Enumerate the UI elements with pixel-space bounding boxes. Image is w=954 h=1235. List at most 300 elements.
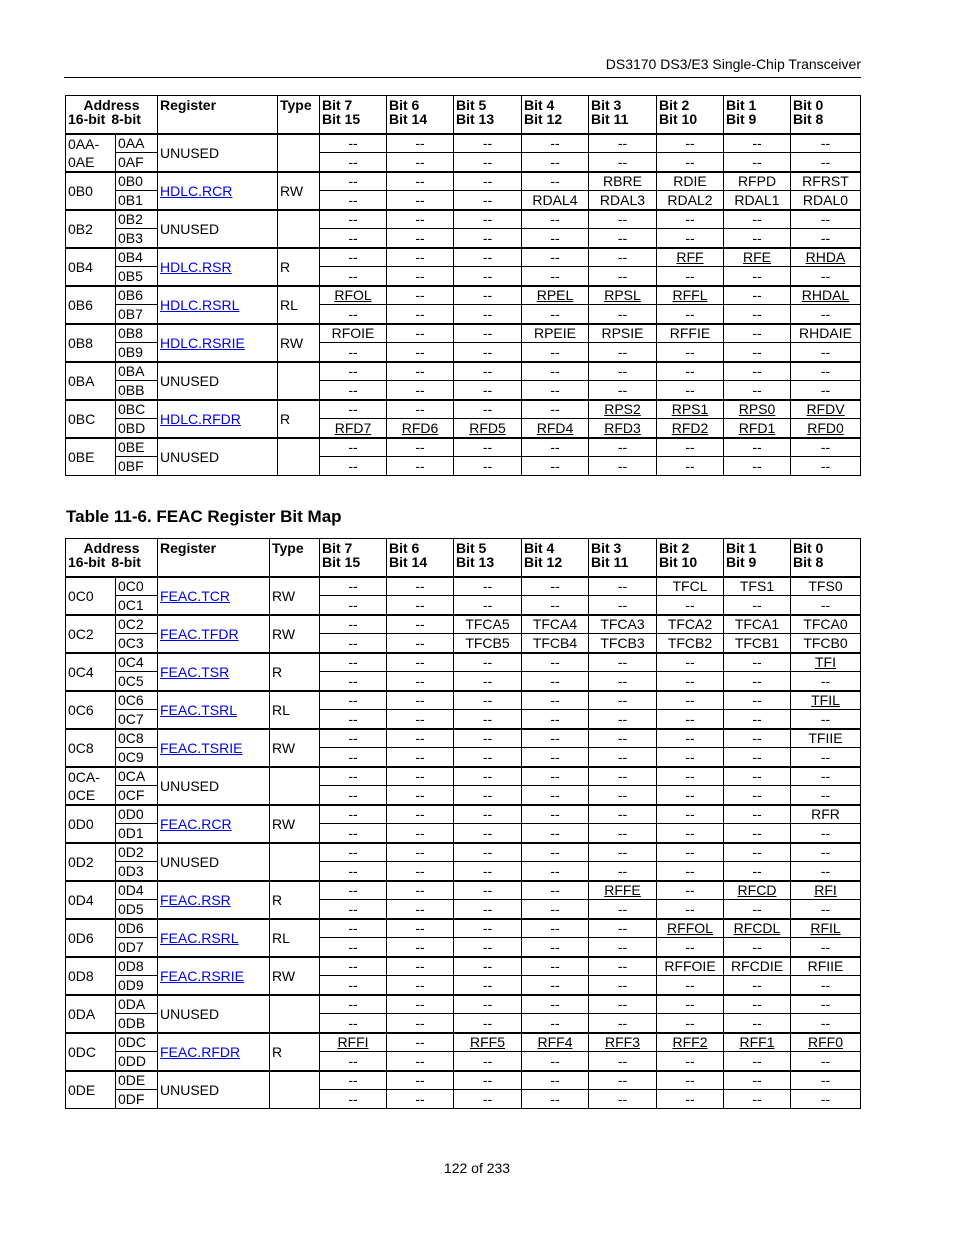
bit-value: -- — [685, 748, 695, 765]
bit-value: -- — [752, 1014, 762, 1031]
bit-cell — [320, 729, 387, 748]
address-8bit: 0D7 — [116, 938, 158, 957]
register-name[interactable] — [158, 615, 270, 653]
bit-cell — [522, 767, 589, 786]
bit-cell — [724, 748, 791, 767]
bit-value: RHDAL — [801, 287, 850, 304]
bit-value: -- — [820, 381, 831, 398]
bit-value: -- — [415, 1072, 425, 1089]
bit-label: Bit 0 — [793, 97, 824, 113]
address-8bit: 0C9 — [116, 748, 158, 767]
bit-label-high: Bit 12 — [524, 554, 563, 570]
address-8bit: 0CF — [116, 786, 158, 805]
bit-value: RFI — [814, 882, 837, 899]
bit-cell — [657, 881, 724, 900]
address-8bit: 0C2 — [116, 615, 158, 634]
address-8bit: 0C5 — [116, 672, 158, 691]
bit-label-high: Bit 15 — [322, 111, 361, 127]
bit-value: RFE — [743, 249, 771, 266]
bit-value: -- — [348, 249, 358, 266]
bit-cell — [387, 1090, 454, 1109]
bit-value: -- — [617, 578, 628, 595]
register-type: R — [270, 881, 320, 919]
bit-value: RHDAIE — [799, 325, 852, 342]
bit-cell — [791, 1071, 861, 1090]
bit-cell — [320, 843, 387, 862]
bit-cell — [791, 995, 861, 1014]
bit-cell — [589, 1014, 657, 1033]
bit-cell — [522, 343, 589, 362]
table-row — [66, 767, 861, 786]
bit-value: RPSL — [604, 287, 641, 304]
register-name: UNUSED — [158, 210, 278, 248]
bit-cell — [454, 381, 522, 400]
bit-cell — [454, 805, 522, 824]
bit-value: -- — [550, 996, 560, 1013]
bit-value: -- — [348, 267, 358, 284]
header-row — [66, 96, 861, 134]
bit-cell — [454, 438, 522, 457]
bit-value: -- — [820, 710, 831, 727]
bit-cell — [657, 286, 724, 305]
bit-value: RFR — [811, 806, 840, 823]
bit-value: TFS0 — [808, 578, 843, 595]
address-16bit: 0C2 — [66, 615, 116, 653]
register-name[interactable] — [158, 919, 270, 957]
bit-cell — [724, 381, 791, 400]
register-name[interactable] — [158, 400, 278, 438]
register-link[interactable]: HDLC.RSR — [160, 258, 232, 275]
bit-value: -- — [617, 996, 628, 1013]
bit-value: -- — [348, 229, 358, 246]
bit-cell — [387, 748, 454, 767]
hdlc-register-bit-map-table — [65, 95, 861, 476]
register-name[interactable] — [158, 286, 278, 324]
bit-cell — [657, 919, 724, 938]
bit-value: RPS0 — [738, 401, 776, 418]
bit-cell — [724, 577, 791, 596]
register-name: UNUSED — [158, 1071, 270, 1109]
bit-value: -- — [685, 844, 695, 861]
bit-value: -- — [617, 654, 628, 671]
bit-cell — [387, 343, 454, 362]
register-link[interactable]: FEAC.RFDR — [160, 1043, 241, 1060]
bit-cell — [589, 748, 657, 767]
bit-cell — [320, 381, 387, 400]
bit-cell — [724, 438, 791, 457]
table-row — [66, 324, 861, 343]
bit-value: -- — [752, 844, 762, 861]
bit-value: -- — [550, 135, 560, 152]
bit-value: -- — [550, 458, 560, 474]
bit-cell — [387, 229, 454, 248]
bit-cell — [657, 691, 724, 710]
bit-label-high: Bit 9 — [726, 111, 757, 127]
bit-value: -- — [685, 229, 695, 246]
register-name[interactable] — [158, 729, 270, 767]
bit-value: -- — [415, 958, 425, 975]
bit-cell — [387, 710, 454, 729]
bit-cell — [454, 786, 522, 805]
table-row — [66, 691, 861, 710]
bit-value: -- — [550, 401, 560, 418]
bit-value: -- — [617, 458, 628, 474]
register-header: Register — [158, 539, 270, 577]
bit-value: -- — [482, 824, 493, 841]
register-name[interactable] — [158, 881, 270, 919]
bit-cell — [791, 438, 861, 457]
bit-cell — [454, 843, 522, 862]
bit-cell — [522, 634, 589, 653]
bit-cell — [791, 248, 861, 267]
bit-cell — [791, 767, 861, 786]
bit-value: -- — [348, 710, 358, 727]
bit-value: -- — [415, 1052, 425, 1069]
register-name[interactable] — [158, 653, 270, 691]
register-name[interactable] — [158, 324, 278, 362]
bit-value: -- — [752, 305, 762, 322]
register-name[interactable] — [158, 577, 270, 615]
table-row — [66, 248, 861, 267]
bit-cell — [724, 1052, 791, 1071]
table-row — [66, 286, 861, 305]
bit-value: -- — [685, 211, 695, 228]
bit-value: -- — [348, 634, 358, 651]
bit-cell — [589, 229, 657, 248]
bit-cell — [657, 957, 724, 976]
bit-value: -- — [415, 692, 425, 709]
bit-value: RFFOIE — [664, 958, 716, 975]
bit-cell — [724, 134, 791, 153]
bit-cell — [791, 419, 861, 438]
bit-value: -- — [348, 844, 358, 861]
bit-cell — [791, 976, 861, 995]
bit-value: -- — [820, 844, 831, 861]
bit-value: -- — [820, 900, 831, 917]
bit-value: RFF1 — [739, 1034, 775, 1051]
table-row — [66, 172, 861, 191]
table-row — [66, 577, 861, 596]
bit-cell — [791, 634, 861, 653]
bit-value: -- — [415, 730, 425, 747]
bit-value: -- — [617, 692, 628, 709]
register-type: RW — [270, 805, 320, 843]
bit-value: RFOL — [334, 287, 372, 304]
address-16bit: 0B8 — [66, 324, 116, 362]
bit-cell — [724, 881, 791, 900]
bit-cell — [387, 419, 454, 438]
bit-cell — [724, 938, 791, 957]
bit-value: -- — [348, 824, 358, 841]
register-link[interactable]: FEAC.RSRIE — [160, 967, 245, 984]
bit-value: -- — [752, 938, 762, 955]
bit-value: -- — [685, 1072, 695, 1089]
bit-value: -- — [752, 806, 762, 823]
bit-cell — [791, 786, 861, 805]
bit-cell — [589, 862, 657, 881]
addr16-label: 16-bit — [68, 111, 106, 127]
bit-value: -- — [617, 806, 628, 823]
bit-value: -- — [415, 634, 425, 651]
bit-cell — [657, 191, 724, 210]
bit-cell — [454, 400, 522, 419]
bit-cell — [320, 596, 387, 615]
bit-value: -- — [820, 135, 831, 152]
bit-cell — [657, 862, 724, 881]
address-8bit: 0DD — [116, 1052, 158, 1071]
address-8bit: 0AA — [116, 134, 158, 153]
bit-value: -- — [482, 458, 493, 474]
register-link[interactable]: FEAC.RSRL — [160, 929, 239, 946]
bit-value: -- — [482, 692, 493, 709]
bit-value: -- — [752, 1091, 762, 1107]
bit-cell — [589, 786, 657, 805]
bit-value: -- — [550, 824, 560, 841]
bit-value: -- — [415, 786, 425, 803]
register-link[interactable]: FEAC.TCR — [160, 587, 230, 604]
register-type: R — [278, 248, 320, 286]
table-row — [66, 1033, 861, 1052]
bit-value: -- — [752, 862, 762, 879]
bit-value: -- — [482, 958, 493, 975]
address-8bit: 0CA — [116, 767, 158, 786]
bit-cell — [454, 1033, 522, 1052]
register-type — [278, 438, 320, 476]
register-name: UNUSED — [158, 362, 278, 400]
bit-value: -- — [550, 363, 560, 380]
register-name[interactable] — [158, 1033, 270, 1071]
bit-value: RFD7 — [334, 419, 372, 436]
bit-value: -- — [482, 710, 493, 727]
bit-value: -- — [752, 824, 762, 841]
bit-cell — [522, 691, 589, 710]
bit-cell — [791, 900, 861, 919]
register-name[interactable] — [158, 248, 278, 286]
bit-value: -- — [482, 672, 493, 689]
bit-cell — [454, 1014, 522, 1033]
register-type — [270, 995, 320, 1033]
bit-value: -- — [550, 654, 560, 671]
bit-cell — [454, 577, 522, 596]
bit-cell — [454, 229, 522, 248]
bit-cell — [657, 634, 724, 653]
register-name[interactable] — [158, 691, 270, 729]
bit-value: -- — [820, 153, 831, 170]
bit-cell — [320, 1052, 387, 1071]
bit-value: -- — [820, 938, 831, 955]
bit-value: -- — [415, 267, 425, 284]
bit-value: -- — [617, 249, 628, 266]
bit-label: Bit 5 — [456, 97, 487, 113]
bit-label: Bit 7 — [322, 540, 353, 556]
bit-cell — [589, 1033, 657, 1052]
bit-value: -- — [415, 229, 425, 246]
bit-value: -- — [415, 844, 425, 861]
bit-value: -- — [685, 439, 695, 456]
bit-cell — [657, 729, 724, 748]
bit-cell — [724, 457, 791, 476]
bit-value: -- — [482, 249, 493, 266]
bit-value: -- — [685, 710, 695, 727]
bit-value: TFCB3 — [600, 634, 645, 651]
bit-value: -- — [415, 824, 425, 841]
bit-cell — [657, 1014, 724, 1033]
bit-value: -- — [550, 381, 560, 398]
bit-value: -- — [550, 229, 560, 246]
bit-cell — [657, 767, 724, 786]
address-16bit: 0B2 — [66, 210, 116, 248]
bit-cell — [791, 343, 861, 362]
bit-value: TFCB4 — [532, 634, 578, 651]
bit-cell — [724, 634, 791, 653]
bit-value: -- — [685, 768, 695, 785]
address-8bit: 0D9 — [116, 976, 158, 995]
bit-value: -- — [415, 173, 425, 190]
register-link[interactable]: FEAC.TSRIE — [160, 739, 243, 756]
address-16bit: 0BC — [66, 400, 116, 438]
bit-value: -- — [348, 1072, 358, 1089]
bit-cell — [724, 172, 791, 191]
bit-cell — [522, 748, 589, 767]
register-type — [278, 362, 320, 400]
bit-value: RFDV — [806, 401, 845, 418]
bit-header-7 — [791, 539, 861, 577]
bit-cell — [657, 1052, 724, 1071]
register-link[interactable]: FEAC.TSRL — [160, 701, 238, 718]
bit-cell — [724, 1071, 791, 1090]
bit-cell — [657, 438, 724, 457]
bit-value: -- — [617, 900, 628, 917]
bit-value: RFD0 — [807, 419, 844, 436]
address-8bit: 0D1 — [116, 824, 158, 843]
bit-value: RFOIE — [331, 325, 375, 342]
bit-value: -- — [820, 343, 831, 360]
bit-value: RFF4 — [537, 1034, 573, 1051]
register-type — [270, 767, 320, 805]
register-link[interactable]: FEAC.RCR — [160, 815, 232, 832]
bit-cell — [522, 419, 589, 438]
register-link[interactable]: HDLC.RSRIE — [160, 334, 245, 351]
address-8bit: 0DE — [116, 1071, 158, 1090]
register-link[interactable]: HDLC.RSRL — [160, 296, 240, 313]
bit-value: -- — [482, 173, 493, 190]
bit-label-high: Bit 9 — [726, 554, 757, 570]
register-type: RL — [270, 919, 320, 957]
address-8bit: 0C7 — [116, 710, 158, 729]
address-sub-labels — [68, 554, 141, 570]
bit-cell — [791, 881, 861, 900]
bit-value: -- — [617, 267, 628, 284]
register-type: RW — [278, 324, 320, 362]
bit-cell — [791, 710, 861, 729]
register-link[interactable]: FEAC.TSR — [160, 663, 230, 680]
bit-cell — [320, 1014, 387, 1033]
bit-cell — [454, 286, 522, 305]
bit-cell — [320, 748, 387, 767]
bit-value: -- — [482, 363, 493, 380]
bit-value: -- — [820, 596, 831, 613]
bit-cell — [791, 305, 861, 324]
register-link[interactable]: FEAC.RSR — [160, 891, 231, 908]
bit-label-high: Bit 10 — [659, 111, 698, 127]
bit-value: RFPD — [737, 173, 777, 190]
bit-value: -- — [415, 135, 425, 152]
register-name[interactable] — [158, 172, 278, 210]
bit-value: -- — [550, 173, 560, 190]
register-link[interactable]: HDLC.RFDR — [160, 410, 241, 427]
bit-cell — [791, 615, 861, 634]
bit-value: -- — [685, 862, 695, 879]
register-header: Register — [158, 96, 278, 134]
bit-value: -- — [685, 692, 695, 709]
register-name[interactable] — [158, 805, 270, 843]
bit-cell — [320, 286, 387, 305]
address-label: Address — [83, 540, 140, 556]
bit-label: Bit 3 — [591, 540, 622, 556]
bit-value: -- — [348, 1052, 358, 1069]
bit-cell — [589, 1052, 657, 1071]
bit-value: -- — [820, 768, 831, 785]
address-16bit: 0D2 — [66, 843, 116, 881]
bit-cell — [320, 938, 387, 957]
bit-header-7 — [791, 96, 861, 134]
bit-value: -- — [820, 363, 831, 380]
bit-cell — [387, 1052, 454, 1071]
bit-cell — [387, 805, 454, 824]
bit-cell — [657, 900, 724, 919]
bit-cell — [791, 843, 861, 862]
bit-cell — [320, 134, 387, 153]
bit-header-2 — [454, 539, 522, 577]
bit-value: -- — [617, 305, 628, 322]
bit-value: -- — [617, 976, 628, 993]
bit-cell — [320, 1090, 387, 1109]
bit-value: -- — [617, 1072, 628, 1089]
bit-label: Bit 4 — [524, 540, 555, 556]
bit-value: -- — [617, 672, 628, 689]
bit-value: RFF3 — [605, 1034, 640, 1051]
register-type: RW — [270, 957, 320, 995]
bit-cell — [522, 248, 589, 267]
bit-value: -- — [550, 439, 560, 456]
register-name[interactable] — [158, 957, 270, 995]
address-8bit: 0B8 — [116, 324, 158, 343]
bit-cell — [657, 457, 724, 476]
bit-cell — [791, 862, 861, 881]
bit-cell — [522, 729, 589, 748]
bit-value: -- — [415, 882, 425, 899]
bit-cell — [791, 229, 861, 248]
bit-cell — [791, 134, 861, 153]
register-link[interactable]: FEAC.TFDR — [160, 625, 239, 642]
bit-value: TFCA5 — [465, 616, 510, 633]
addr16-label: 16-bit — [68, 554, 106, 570]
register-link[interactable]: HDLC.RCR — [160, 182, 233, 199]
bit-cell — [522, 862, 589, 881]
bit-cell — [522, 457, 589, 476]
bit-value: -- — [752, 596, 762, 613]
bit-cell — [454, 900, 522, 919]
bit-cell — [589, 172, 657, 191]
bit-cell — [724, 672, 791, 691]
type-header: Type — [270, 539, 320, 577]
address-16bit: 0BE — [66, 438, 116, 476]
bit-value: -- — [415, 191, 425, 208]
bit-cell — [320, 438, 387, 457]
bit-value: -- — [415, 439, 425, 456]
bit-value: -- — [752, 458, 762, 474]
bit-cell — [791, 1052, 861, 1071]
